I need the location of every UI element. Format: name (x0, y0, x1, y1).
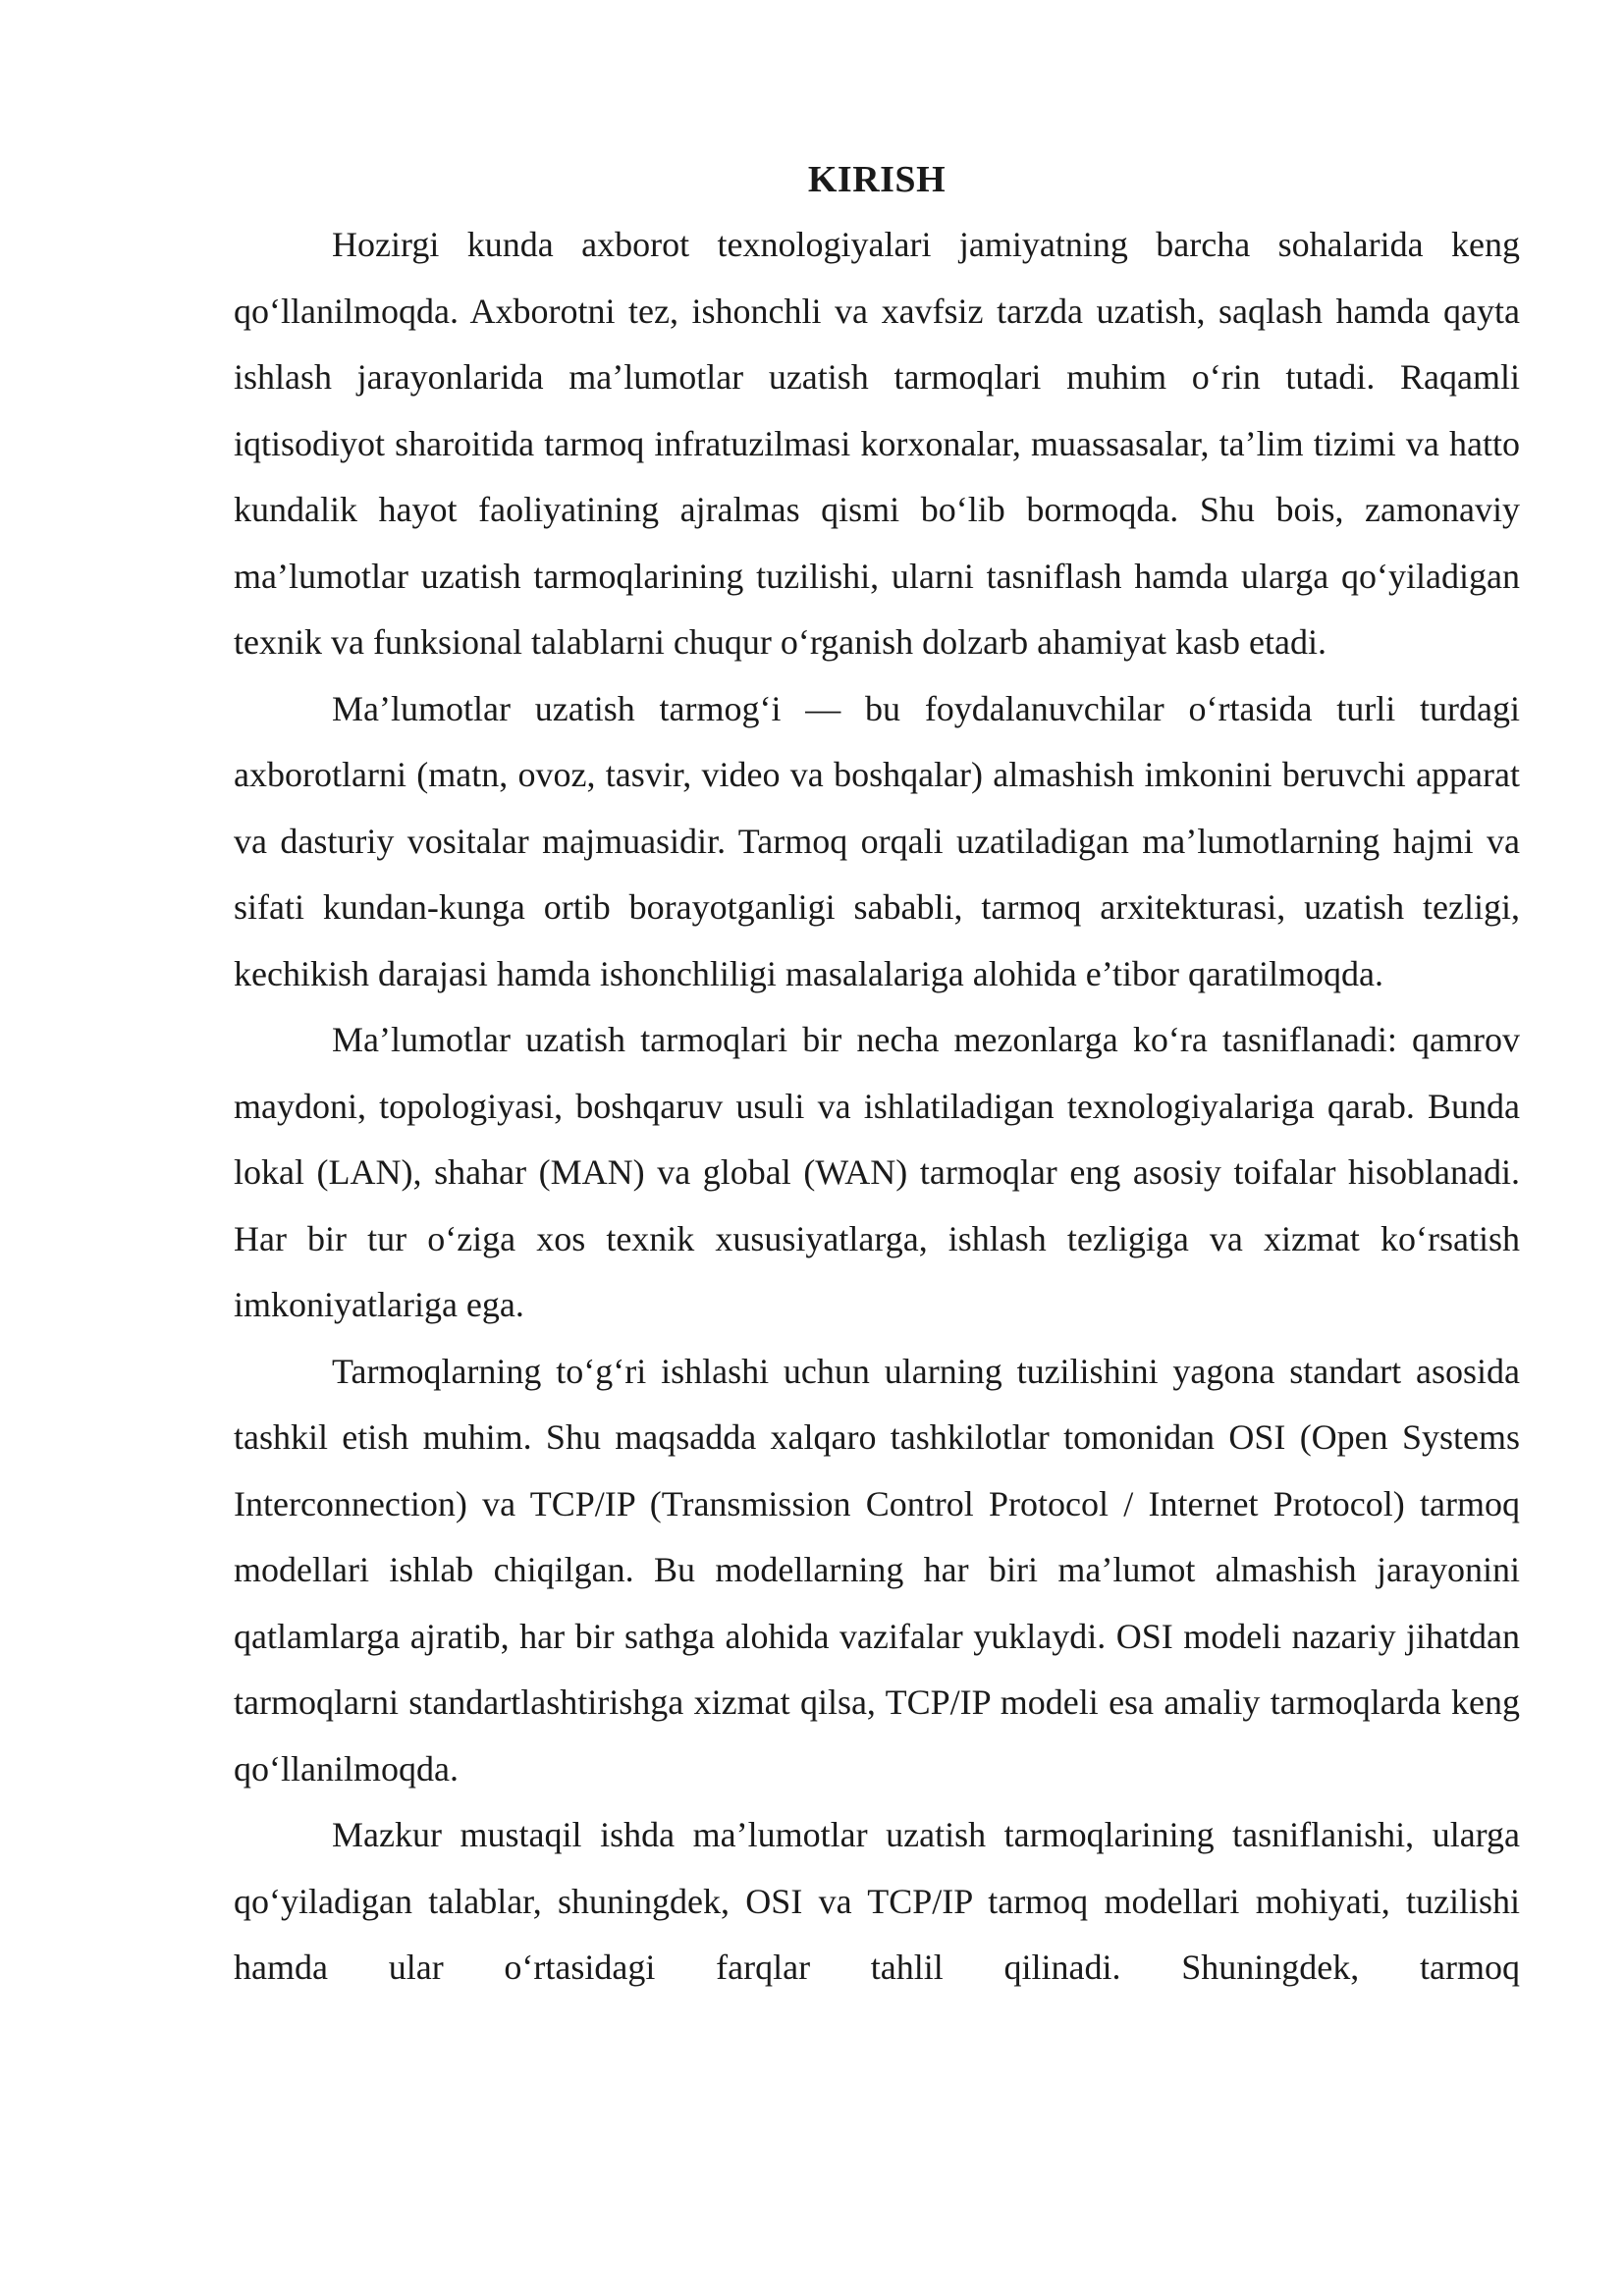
paragraph-intro: Hozirgi kunda axborot texnologiyalari jamiyatning barcha sohalarida keng qo‘llanilmoqda. Axborotni tez, ishonchli va xavfsiz tarzda uzatish, saqlash hamda qayta ishlash jarayonlarida ma’lumotlar uzatish tarmoqlari muhim o‘rin tutadi. Raqamli iqtisodiyot sharoitida tarmoq infratuzilmasi korxonalar, muassasalar, ta’lim tizimi va hatto kundalik hayot faoliyatining ajralmas qismi bo‘lib bormoqda. Shu bois, zamonaviy ma’lumotlar uzatish tarmoqlarining tuzilishi, ularni tasniflash hamda ularga qo‘yiladigan texnik va funksional talablarni chuqur o‘rganish dolzarb ahamiyat kasb etadi. (234, 225, 1520, 662)
document-body (234, 147, 1520, 2002)
page-title: KIRISH (807, 159, 947, 200)
paragraph-classification: Ma’lumotlar uzatish tarmoqlari bir necha mezonlarga ko‘ra tasniflanadi: qamrov maydoni, topologiyasi, boshqaruv usuli va ishlatiladigan texnologiyalariga qarab. Bunda lokal (LAN), shahar (MAN) va global (WAN) tarmoqlar eng asosiy toifalar hisoblanadi. Har bir tur o‘ziga xos texnik xususiyatlarga, ishlash tezligiga va xizmat ko‘rsatish imkoniyatlariga ega. (234, 1020, 1520, 1324)
paragraph-network-definition: Ma’lumotlar uzatish tarmog‘i — bu foydalanuvchilar o‘rtasida turli turdagi axborotlarni (matn, ovoz, tasvir, video va boshqalar) almashish imkonini beruvchi apparat va dasturiy vositalar majmuasidir. Tarmoq orqali uzatiladigan ma’lumotlarning hajmi va sifati kundan-kunga ortib borayotganligi sababli, tarmoq arxitekturasi, uzatish tezligi, kechikish darajasi hamda ishonchliligi masalalariga alohida e’tibor qaratilmoqda. (234, 688, 1520, 993)
paragraph-models: Tarmoqlarning to‘g‘ri ishlashi uchun ularning tuzilishini yagona standart asosida tashkil etish muhim. Shu maqsadda xalqaro tashkilotlar tomonidan OSI (Open Systems Interconnection) va TCP/IP (Transmission Control Protocol / Internet Protocol) tarmoq modellari ishlab chiqilgan. Bu modellarning har biri ma’lumot almashish jarayonini qatlamlarga ajratib, har bir sathga alohida vazifalar yuklaydi. OSI modeli nazariy jihatdan tarmoqlarni standartlashtirishga xizmat qilsa, TCP/IP modeli esa amaliy tarmoqlarda keng qo‘llanilmoqda. (234, 1351, 1520, 1789)
paragraph-scope: Mazkur mustaqil ishda ma’lumotlar uzatish tarmoqlarining tasniflanishi, ularga qo‘yiladigan talablar, shuningdek, OSI va TCP/IP tarmoq modellari mohiyati, tuzilishi hamda ular o‘rtasidagi farqlar tahlil qilinadi. Shuningdek, tarmoq (234, 1815, 1520, 1987)
